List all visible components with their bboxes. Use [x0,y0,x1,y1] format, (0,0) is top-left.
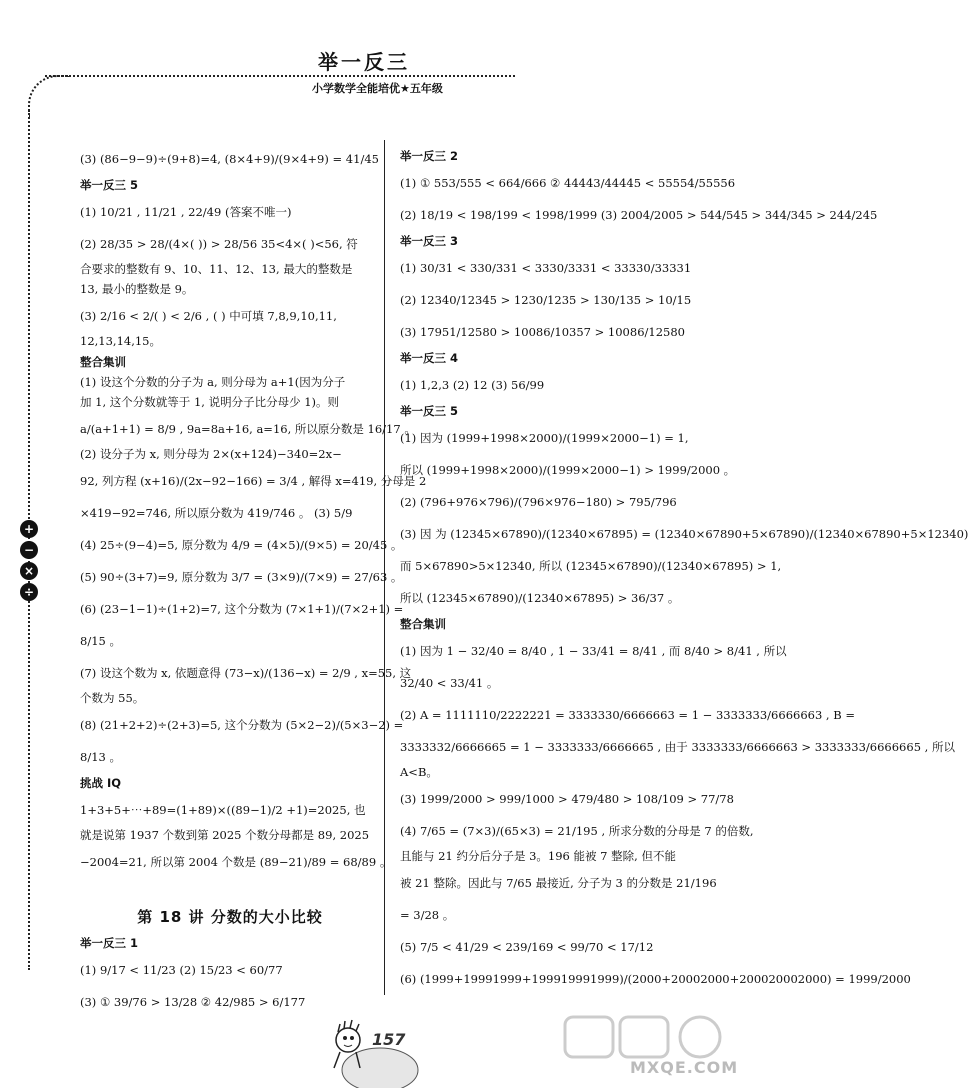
answer-line: 被 21 整除。因此与 7/65 最接近, 分子为 3 的分数是 21/196 [400,876,717,890]
frame-corner [28,75,70,117]
times-icon: × [20,562,38,580]
answer-line: (4) 7/65 = (7×3)/(65×3) = 21/195 , 所求分数的分母是 7 的倍数, [400,824,754,838]
answer-line: (1) 9/17 < 11/23 (2) 15/23 < 60/77 [80,963,283,977]
answer-line: (5) 90÷(3+7)=9, 原分数为 3/7 = (3×9)/(7×9) = 27/63 。 [80,570,403,584]
answer-line: (1) 因为 1 − 32/40 = 8/40 , 1 − 33/41 = 8/41 , 而 8/40 > 8/41 , 所以 [400,644,787,658]
answer-line: (5) 7/5 < 41/29 < 239/169 < 99/70 < 17/12 [400,940,654,954]
answer-line: (3) 1999/2000 > 999/1000 > 479/480 > 108/109 > 77/78 [400,792,734,806]
answer-line: (6) (23−1−1)÷(1+2)=7, 这个分数为 (7×1+1)/(7×2+1) = [80,602,404,616]
header-title: 举一反三 [318,50,410,74]
answer-line: (1) 30/31 < 330/331 < 3330/3331 < 33330/33331 [400,261,692,275]
answer-line: (1) 10/21 , 11/21 , 22/49 (答案不唯一) [80,205,292,219]
section-heading: 举一反三 5 [80,178,139,192]
answer-line: 12,13,14,15。 [80,334,161,348]
answer-line: 而 5×67890>5×12340, 所以 (12345×67890)/(12340×67895) > 1, [400,559,782,573]
answer-line: 1+3+5+⋯+89=(1+89)×((89−1)/2 +1)=2025, 也 [80,803,366,817]
section-heading: 举一反三 5 [400,404,459,418]
answer-line: (4) 25÷(9−4)=5, 原分数为 4/9 = (4×5)/(9×5) = 20/45 。 [80,538,403,552]
answer-line: −2004=21, 所以第 2004 个数是 (89−21)/89 = 68/89 。 [80,855,392,869]
answer-line: 合要求的整数有 9、10、11、12、13, 最大的整数是 [80,262,353,276]
header-dotted-line [45,75,515,77]
answer-line: (1) 因为 (1999+1998×2000)/(1999×2000−1) = 1, [400,431,689,445]
answer-line: 3333332/6666665 = 1 − 3333333/6666665 , 由于 3333333/6666663 > 3333333/6666665 , 所以 [400,740,955,754]
section-heading: 挑战 IQ [80,776,122,790]
answer-line: 13, 最小的整数是 9。 [80,282,194,296]
answer-line: 8/15 。 [80,634,121,648]
section-heading: 整合集训 [80,355,126,369]
answer-line: 32/40 < 33/41 。 [400,676,499,690]
answer-line: 所以 (1999+1998×2000)/(1999×2000−1) > 1999/2000 。 [400,463,736,477]
answer-line: 且能与 21 约分后分子是 3。196 能被 7 整除, 但不能 [400,849,676,863]
answer-line: (1) 设这个分数的分子为 a, 则分母为 a+1(因为分子 [80,375,346,389]
answer-line: (3) 因 为 (12345×67890)/(12340×67895) = (12340×67890+5×67890)/(12340×67890+5×12340) [400,527,968,541]
answer-line: (2) 28/35 > 28/(4×( )) > 28/56 35<4×( )<56, 符 [80,237,358,251]
section-heading: 举一反三 2 [400,149,459,163]
section-heading: 举一反三 4 [400,351,459,365]
answer-line: (2) 18/19 < 198/199 < 1998/1999 (3) 2004/2005 > 544/545 > 344/345 > 244/245 [400,208,878,222]
answer-line: (2) (796+976×796)/(796×976−180) > 795/796 [400,495,677,509]
divide-icon: ÷ [20,583,38,601]
answer-line: 92, 列方程 (x+16)/(2x−92−166) = 3/4 , 解得 x=419, 分母是 2 [80,474,427,488]
answer-line: = 3/28 。 [400,908,455,922]
answer-line: (7) 设这个数为 x, 依题意得 (73−x)/(136−x) = 2/9 , x=55, 这 [80,666,412,680]
answer-line: (1) ① 553/555 < 664/666 ② 44443/44445 < 55554/55556 [400,176,736,190]
mascot-illustration [320,1010,440,1088]
answer-line: 8/13 。 [80,750,121,764]
operator-icons [20,520,42,604]
answer-line: (3) 2/16 < 2/( ) < 2/6 , ( ) 中可填 7,8,9,10,11, [80,309,337,323]
answer-line: (6) (1999+19991999+199919991999)/(2000+20002000+200020002000) = 1999/2000 [400,972,911,986]
section-heading: 举一反三 3 [400,234,459,248]
answer-line: (3) 17951/12580 > 10086/10357 > 10086/12580 [400,325,685,339]
lecture-title: 第 18 讲 分数的大小比较 [137,908,323,926]
answer-line: (2) A = 1111110/2222221 = 3333330/6666663 = 1 − 3333333/6666663 , B = [400,708,855,722]
page-number: 157 [372,1030,406,1049]
watermark-text: MXQE.COM [630,1058,739,1077]
answer-line: 所以 (12345×67890)/(12340×67895) > 36/37 。 [400,591,680,605]
answer-line: (2) 设分子为 x, 则分母为 2×(x+124)−340=2x− [80,447,342,461]
answer-line: (8) (21+2+2)÷(2+3)=5, 这个分数为 (5×2−2)/(5×3−2) = [80,718,404,732]
answer-line: (2) 12340/12345 > 1230/1235 > 130/135 > 10/15 [400,293,692,307]
answer-line: 加 1, 这个分数就等于 1, 说明分子比分母少 1)。则 [80,395,340,409]
answer-line: (1) 1,2,3 (2) 12 (3) 56/99 [400,378,545,392]
answer-line: a/(a+1+1) = 8/9 , 9a=8a+16, a=16, 所以原分数是 16/17 。 [80,422,416,436]
section-heading: 举一反三 1 [80,936,139,950]
plus-icon: + [20,520,38,538]
answer-line: A<B。 [400,765,438,779]
answer-line: 就是说第 1937 个数到第 2025 个数分母都是 89, 2025 [80,828,370,842]
answer-line: (3) ① 39/76 > 13/28 ② 42/985 > 6/177 [80,995,306,1009]
answer-line: 个数为 55。 [80,691,145,705]
minus-icon: − [20,541,38,559]
right-column [400,145,968,997]
header-subtitle: 小学数学全能培优★五年级 [312,82,443,95]
answer-line: ×419−92=746, 所以原分数为 419/746 。 (3) 5/9 [80,506,353,520]
section-heading: 整合集训 [400,617,446,631]
answer-line: (3) (86−9−9)÷(9+8)=4, (8×4+9)/(9×4+9) = 41/45 [80,152,379,166]
